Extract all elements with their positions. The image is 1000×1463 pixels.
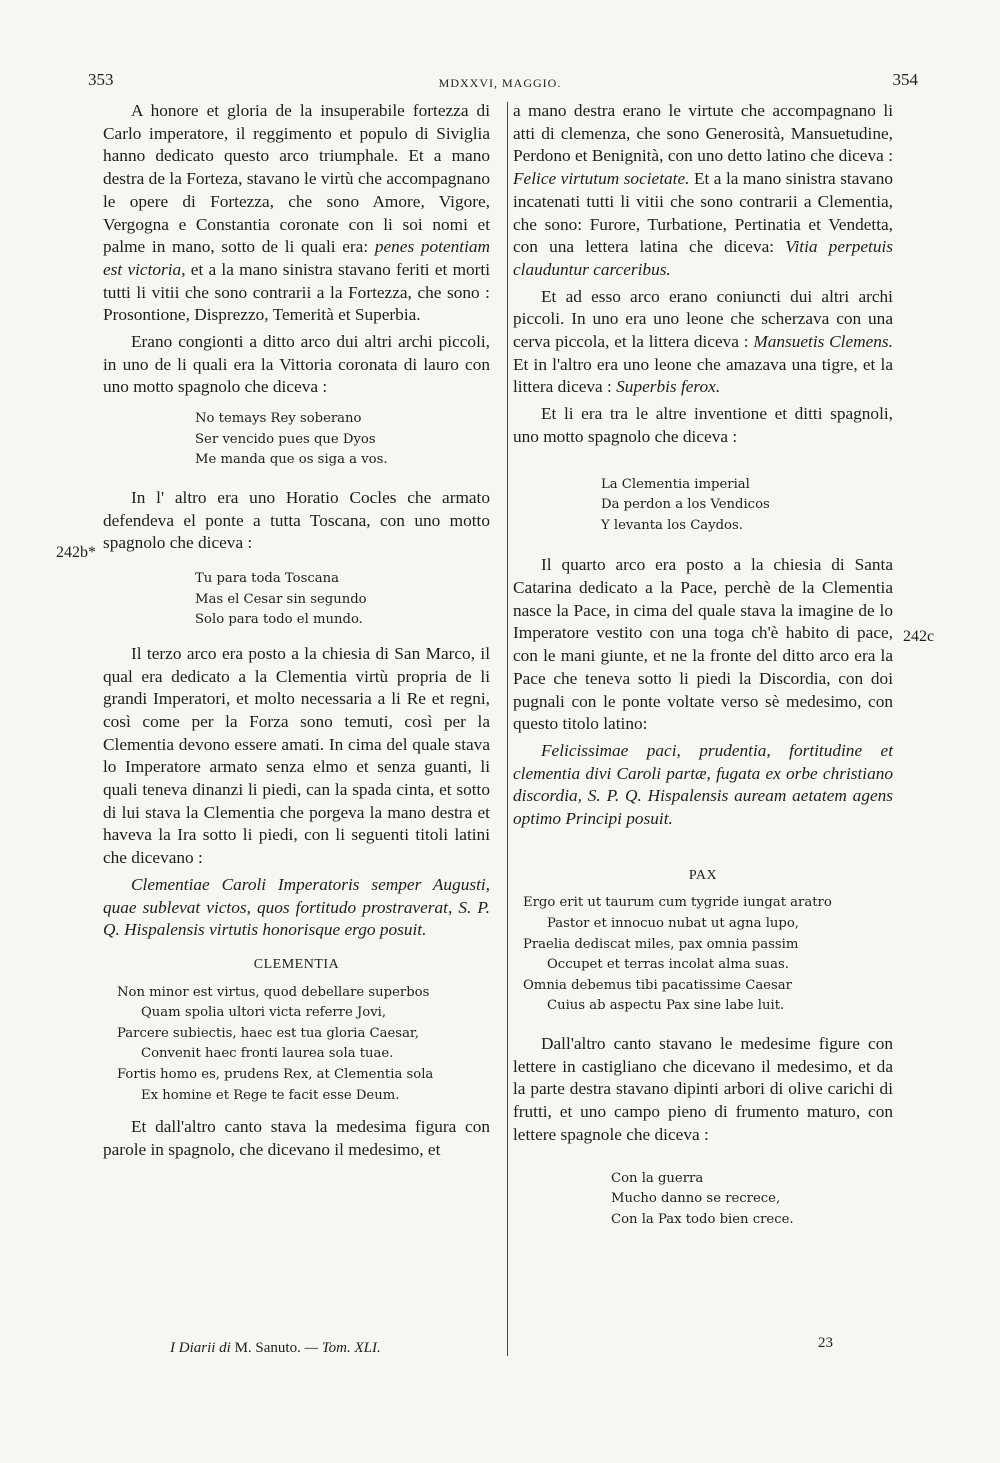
- verse-line: Ser vencido pues que Dyos: [195, 431, 376, 447]
- text: A honore et gloria de la insuperabile fortezza di Carlo imperatore, il reggimento et populo di Siviglia hanno dedicato questo arco triumphale. Et a mano destra de la Forteza, stavano le virtù che accompagnano le opere di Fortezza, che sono Amore, Vigore, Vergogna e Constantia coronate con li soi nomi et palme in mano, sotto de li quali era:: [103, 101, 490, 257]
- text: Et in l'altro era uno leone che amazava una tigre, et la littera diceva :: [513, 354, 893, 397]
- verse-line: La Clementia imperial: [601, 476, 750, 492]
- verse-line: Occupet et terras incolat alma suas.: [547, 957, 789, 973]
- paragraph: Il quarto arco era posto a la chiesia di Santa Catarina dedicato a la Pace, perchè de la Clementia nasce la Pace, in cima del quale stava la imagine de lo Imperatore vestito con una toga ch'è habito di pace, con le mani giunte, et ne la fronte del ditto arco era la Pace che teneva sotto li piedi la Discordia, con doi pugnali con le ponte voltate verso sè medesimo, con questo titolo latino:: [513, 555, 893, 734]
- verse-block: [103, 983, 490, 1107]
- footer-author: M. Sanuto.: [234, 1340, 301, 1356]
- footer-citation: [170, 1340, 381, 1357]
- verse-line: Da perdon a los Vendicos: [601, 497, 770, 513]
- left-column: [103, 100, 490, 1166]
- signature-mark: 23: [818, 1335, 833, 1351]
- paragraph: Et dall'altro canto stava la medesima figura con parole in spagnolo, che dicevano il medesimo, et: [103, 1117, 490, 1159]
- paragraph: [513, 286, 893, 400]
- latin-quote: Felicissimae paci, prudentia, fortitudine et clementia divi Caroli partæ, fugata ex orbe christiano discordia, S. P. Q. Hispalensis auream aetatem agens optimo Principi posuit.: [513, 740, 893, 829]
- verse-line: Me manda que os siga a vos.: [195, 452, 388, 468]
- latin-quote: Superbis ferox.: [616, 377, 721, 397]
- paragraph: Erano congionti a ditto arco dui altri archi piccoli, in uno de li quali era la Vittoria coronata di lauro con uno motto spagnolo che diceva :: [103, 332, 490, 397]
- left-page-number: 353: [88, 70, 114, 89]
- footer-text: I Diarii di: [170, 1340, 235, 1356]
- right-page-number: 354: [892, 70, 918, 89]
- text: a mano destra erano le virtute che accompagnano li atti di clemenza, che sono Generosità, Mansuetudine, Perdono et Benignità, con uno detto latino che diceva :: [513, 101, 893, 166]
- verse-line: Praelia dediscat miles, pax omnia passim: [523, 936, 799, 952]
- latin-quote: penes potentiam est victoria,: [103, 237, 490, 279]
- latin-quote: Vitia perpetuis clauduntur carceribus.: [513, 237, 893, 279]
- verse-line: No temays Rey soberano: [195, 411, 362, 427]
- verse-line: Ex homine et Rege te facit esse Deum.: [141, 1087, 400, 1103]
- text: et a la mano sinistra stavano feriti et morti tutti li vitii che sono contrarii a la Fortezza, che sono : Prosontione, Disprezzo, Temerità et Superbia.: [103, 259, 491, 325]
- latin-quote: Felice virtutum societate.: [513, 169, 690, 189]
- verse-line: Con la Pax todo bien crece.: [611, 1211, 794, 1227]
- text: Et a la mano sinistra stavano incatenati tutti li vitii che sono contrarii a Clementia, che sono: Furore, Turbatione, Pertinatia et Vendetta, con una lettera latina che diceva:: [513, 169, 893, 257]
- paragraph: Et li era tra le altre inventione et ditti spagnoli, uno motto spagnolo che diceva :: [513, 404, 893, 446]
- paragraph: Dall'altro canto stavano le medesime figure con lettere in castigliano che dicevano il medesimo, et da la parte destra stavano dipinti arbori di olive carichi di frutti, et uno campo pieno di frumento maturo, con lettere spagnole che diceva :: [513, 1034, 893, 1144]
- footer-volume: — Tom. XLI.: [300, 1340, 381, 1356]
- verse-block: [103, 569, 490, 631]
- paragraph: Il terzo arco era posto a la chiesia di San Marco, il qual era dedicato a la Clementia virtù propria de li grandi Imperatori, et molto necessaria a li Re et regni, così come per la Forza sono temuti, così per la Clementia devono essere amati. In cima del quale stava lo Imperatore armato senza elmo et senza guanti, li quali teneva dinanzi li piedi, can la spada cinta, et sotto di lui stava la Clementia che porgeva la mano destra et haveva la Ira sotto li piedi, con li seguenti titoli latini che dicevano :: [103, 643, 490, 868]
- column-divider: [507, 102, 508, 1356]
- text: Et ad esso arco erano coniuncti dui altri archi piccoli. In uno era uno leone che scherzava con una cerva piccola, et la littera diceva :: [513, 286, 893, 352]
- margin-note-right: 242c: [903, 628, 935, 645]
- verse-line: Quam spolia ultori victa referre Jovi,: [141, 1005, 387, 1021]
- latin-inscription: [513, 740, 893, 831]
- latin-quote: Clementiae Caroli Imperatoris semper Augusti, quae sublevat victos, quos fortitudo prostraverat, S. P. Q. Hispalensis virtutis honorisque ergo posuit.: [103, 874, 490, 940]
- verse-line: Omnia debemus tibi pacatissime Caesar: [523, 977, 792, 993]
- right-column: [513, 100, 893, 1240]
- verse-line: Solo para todo el mundo.: [195, 612, 363, 628]
- verse-line: Mucho danno se recrece,: [611, 1191, 781, 1207]
- verse-block: [513, 1169, 893, 1231]
- verse-block: [513, 893, 893, 1017]
- running-title: MDXXVI, MAGGIO.: [438, 76, 562, 90]
- verse-line: Ergo erit ut taurum cum tygride iungat aratro: [523, 895, 832, 911]
- verse-line: Con la guerra: [611, 1170, 704, 1186]
- verse-line: Mas el Cesar sin segundo: [195, 591, 367, 607]
- paragraph: [513, 100, 893, 282]
- latin-quote: Mansuetis Clemens.: [753, 332, 893, 352]
- verse-line: Y levanta los Caydos.: [601, 517, 743, 533]
- verse-line: Fortis homo es, prudens Rex, at Clementia sola: [117, 1067, 434, 1083]
- margin-note-left: 242b*: [56, 544, 96, 561]
- latin-inscription: [103, 874, 490, 942]
- verse-line: Non minor est virtus, quod debellare superbos: [117, 984, 430, 1000]
- verse-line: Convenit haec fronti laurea sola tuae.: [141, 1046, 394, 1062]
- paragraph: In l' altro era uno Horatio Cocles che armato defendeva el ponte a tutta Toscana, con uno motto spagnolo che diceva :: [103, 487, 490, 553]
- verse-block: [513, 475, 893, 537]
- verse-line: Tu para toda Toscana: [195, 571, 339, 587]
- paragraph: [103, 100, 490, 327]
- verse-line: Parcere subiectis, haec est tua gloria Caesar,: [117, 1025, 419, 1041]
- verse-block: [103, 409, 490, 471]
- section-heading: PAX: [688, 867, 718, 883]
- section-heading: CLEMENTIA: [253, 956, 340, 972]
- verse-line: Cuius ab aspectu Pax sine labe luit.: [547, 998, 785, 1014]
- verse-line: Pastor et innocuo nubat ut agna lupo,: [547, 916, 799, 932]
